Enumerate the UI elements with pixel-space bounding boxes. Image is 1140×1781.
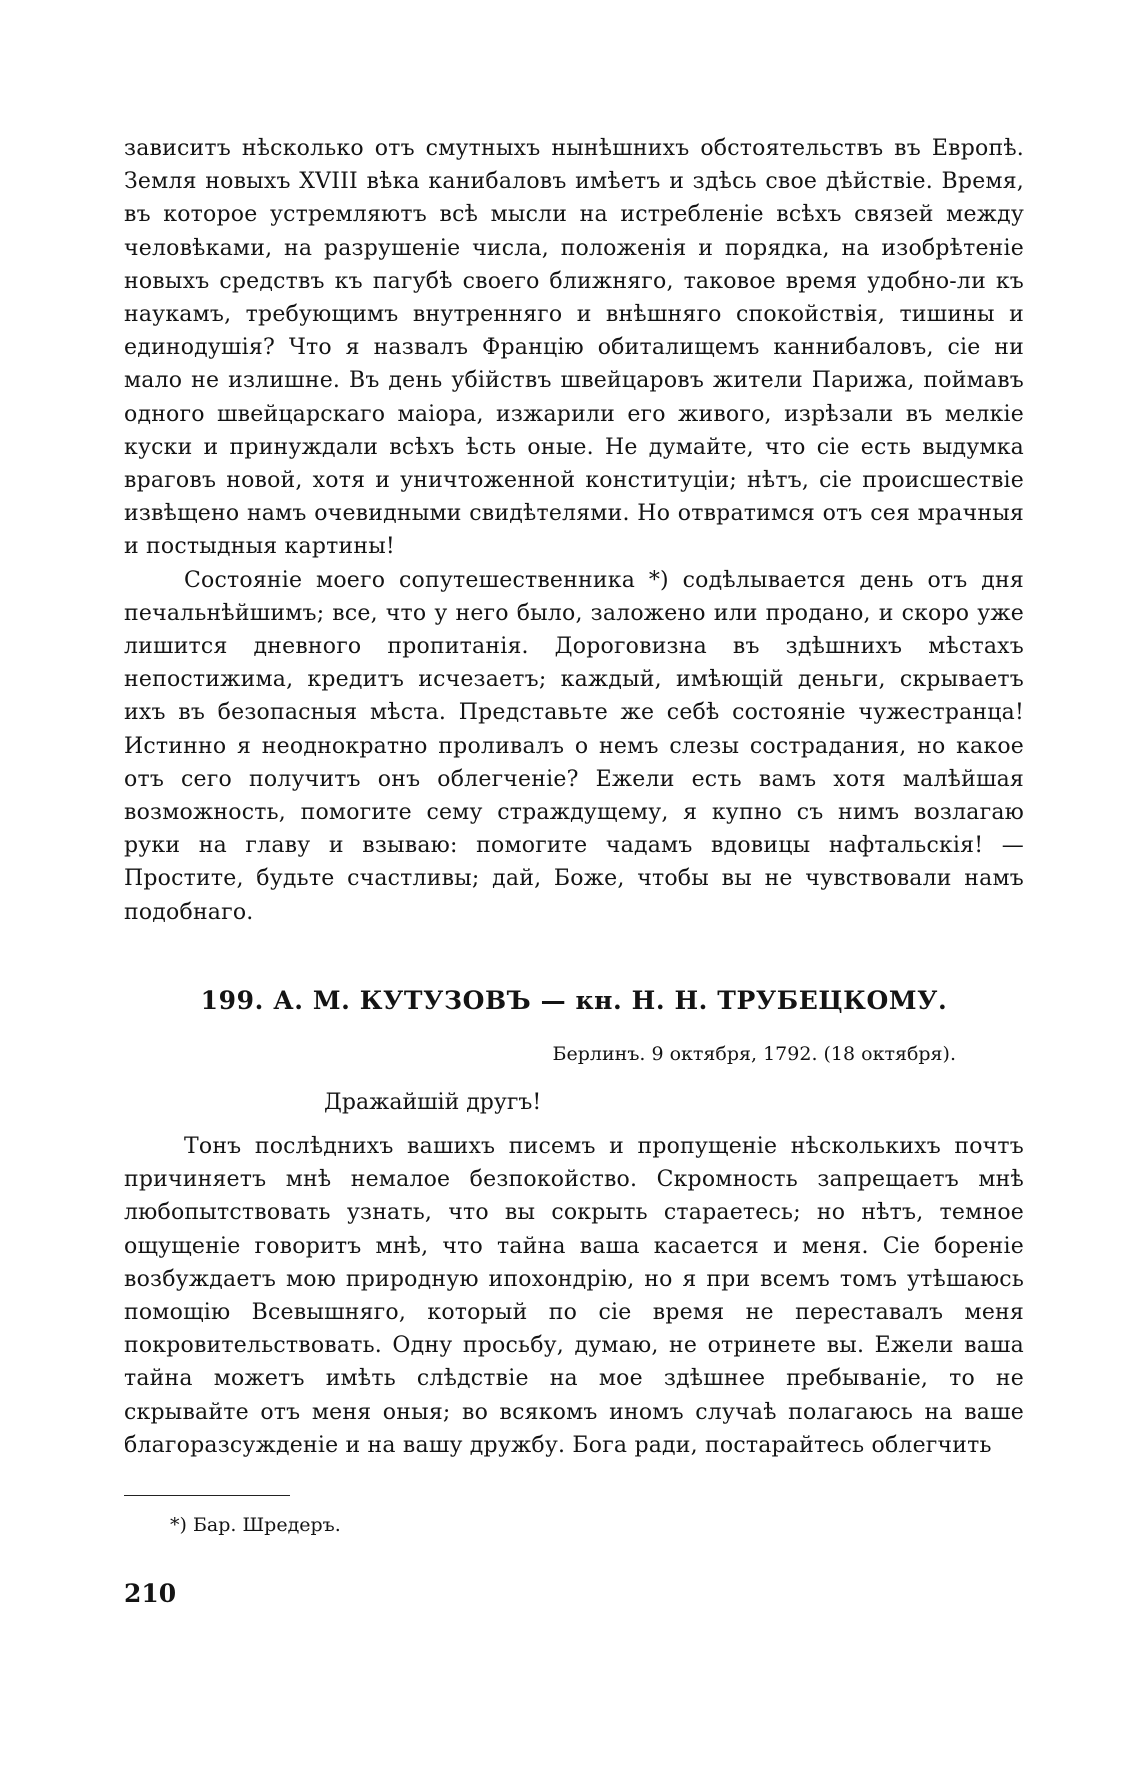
footnote-divider bbox=[124, 1495, 290, 1496]
page-number: 210 bbox=[124, 1579, 177, 1608]
letter-place-date: Берлинъ. 9 октября, 1792. (18 октября). bbox=[552, 1043, 956, 1065]
paragraph: Состояніе моего сопутешественника *) содѣлывается день отъ дня печальнѣйшимъ; все, что у него было, заложено или продано, и скоро уже лишится дневного пропитанія. Дороговизна въ здѣшнихъ мѣстахъ непостижима, кредитъ исчезаетъ; каждый, имѣющій деньги, скрываетъ ихъ въ безопасныя мѣста. Представьте же себѣ состояніе чужестранца! Истинно я неоднократно проливалъ о немъ слезы сострадания, но какое отъ сего получитъ онъ облегченіе? Ежели есть вамъ хотя малѣйшая возможность, помогите сему страждущему, я купно съ нимъ возлагаю руки на главу и взываю: помогите чадамъ вдовицы нафтальскія! — Простите, будьте счастливы; дай, Боже, чтобы вы не чувствовали намъ подобнаго. bbox=[124, 567, 1024, 925]
paragraph: зависитъ нѣсколько отъ смутныхъ нынѣшнихъ обстоятельствъ въ Европѣ. Земля новыхъ XVIII вѣка канибаловъ имѣетъ и здѣсь свое дѣйствіе. Время, въ которое устремляютъ всѣ мысли на истребленіе всѣхъ связей между человѣками, на разрушеніе числа, положенія и порядка, на изобрѣтеніе новыхъ средствъ къ пагубѣ своего ближняго, таковое время удобно-ли къ наукамъ, требующимъ внутренняго и внѣшняго спокойствія, тишины и единодушія? Что я назвалъ Францію обиталищемъ каннибаловъ, сіе ни мало не излишне. Въ день убійствъ швейцаровъ жители Парижа, поймавъ одного швейцарскаго маіора, изжарили его живого, изрѣзали въ мелкіе куски и принуждали всѣхъ ѣсть оные. Не думайте, что сіе есть выдумка враговъ новой, хотя и уничтоженной конституціи; нѣтъ, сіе происшествіе извѣщено намъ очевидными свидѣтелями. Но отвратимся отъ сея мрачныя и постыдныя картины! bbox=[124, 136, 1024, 560]
paragraph: Тонъ послѣднихъ вашихъ писемъ и пропущеніе нѣсколькихъ почтъ причиняетъ мнѣ немалое безпокойство. Скромность запрещаетъ мнѣ любопытствовать узнать, что вы сокрыть стараетесь; но нѣтъ, темное ощущеніе говоритъ мнѣ, что тайна ваша касается и меня. Сіе бореніе возбуждаетъ мою природную ипохондрію, но я при всемъ томъ утѣшаюсь помощію Всевышняго, который по сіе время не переставалъ меня покровительствовать. Одну просьбу, думаю, не отринете вы. Ежели ваша тайна можетъ имѣть слѣдствіе на мое здѣшнее пребываніе, то не скрывайте отъ меня оныя; во всякомъ иномъ случаѣ полагаюсь на ваше благоразсужденіе и на вашу дружбу. Бога ради, постарайтесь облегчить bbox=[124, 1134, 1024, 1458]
letter-body bbox=[124, 1130, 1024, 1462]
continued-letter-text bbox=[124, 132, 1024, 929]
letter-salutation: Дражайшій другъ! bbox=[324, 1090, 542, 1115]
footnote: *) Бар. Шредеръ. bbox=[170, 1514, 341, 1536]
letter-heading: 199. А. М. КУТУЗОВЪ — кн. Н. Н. ТРУБЕЦКОМУ. bbox=[200, 986, 948, 1015]
